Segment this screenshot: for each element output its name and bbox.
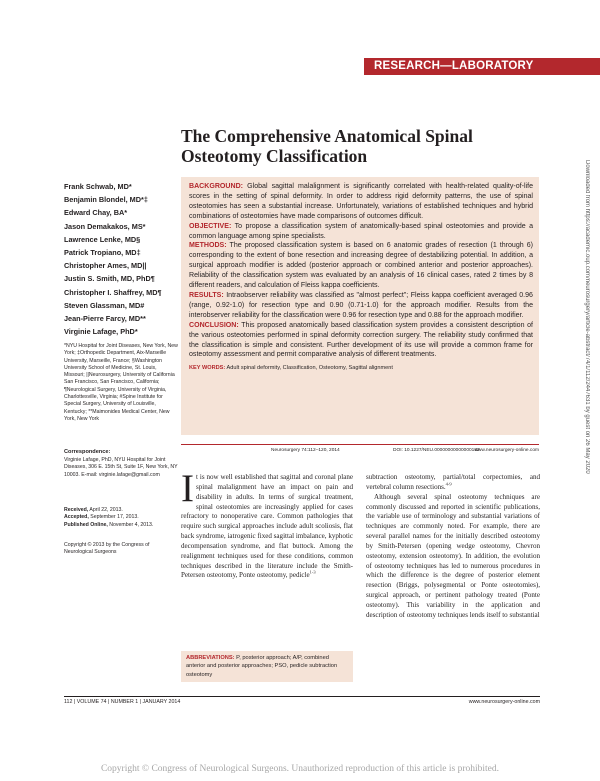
- abstract-objective: [189, 222, 533, 242]
- methods-text: The proposed classification system is based on 6 anatomic grades of resection (1 through 6) corresponding to the extent of bone resection and increasing degree of destabilizing potential. In addition, a surgical approach modifier is added (posterior approach or combined anterior and posterior approaches). Reliability of the classification system was evaluated by an analysis of 16 clinical cases, rated 2 times by 8 different readers, and calculation of Fleiss kappa coefficients.: [189, 242, 533, 290]
- author-list: [64, 180, 182, 338]
- author: Jean-Pierre Farcy, MD**: [64, 314, 146, 324]
- abstract-box: [181, 177, 539, 435]
- conclusion-text: This proposed anatomically based classification system provides a consistent description of the various osteotomies performed in spinal deformity correction surgery. The reliability study confirmed that the classification is simple and consistent. Further development of its use will provide a common frame for osteotomy assessment and permit comparative analysis of different treatments.: [189, 321, 533, 359]
- author: Virginie Lafage, PhD*: [64, 327, 138, 337]
- received-date: April 22, 2013.: [89, 507, 123, 513]
- published-date: November 4, 2013.: [109, 521, 154, 528]
- abstract-footer: [181, 444, 539, 454]
- abbreviations-label: ABBREVIATIONS:: [186, 655, 235, 661]
- copyright-note: Copyright © 2013 by the Congress of Neurological Surgeons: [64, 542, 150, 556]
- site-link[interactable]: www.neurosurgery-online.com: [474, 448, 539, 453]
- abstract-methods: [189, 241, 533, 291]
- page-footer-right[interactable]: www.neurosurgery-online.com: [468, 699, 540, 705]
- keywords-text: Adult spinal deformity, Classification, Osteotomy, Sagittal alignment: [226, 365, 393, 372]
- correspondence-text: Virginie Lafage, PhD, NYU Hospital for Joint Diseases, 306 E. 15th St, Suite 1F, New York, NY 10003. E-mail: virginie.lafage@gmail.com: [64, 457, 178, 478]
- affiliations: *NYU Hospital for Joint Diseases, New York, New York; ‡Orthopedic Department, Aix-Marseille University, Marseille, France; §Washington University School of Medicine, St. Louis, Missouri; ||Neurosurgery, University of California San Francisco, San Francisco, California; ¶Neurological Surgery, University of Virginia, Charlottesville, Virginia; #Spine Institute for Special Surgery, University of Louisville, Kentucky; **Maimonides Medical Center, New York, New York: [64, 343, 178, 422]
- page-footer-left: 112 | VOLUME 74 | NUMBER 1 | JANUARY 2014: [64, 699, 181, 705]
- section-label: RESEARCH—LABORATORY: [364, 58, 600, 75]
- dropcap: I: [181, 467, 194, 510]
- col1-text: t is now well established that sagittal and coronal plane spinal malalignment have an impact on pain and disability in adults. In terms of surgical treatment, spinal osteotomies are increasingly applied for cases refractory to nonoperative care. Common pathologies that require such surgical approaches include adult scoliosis, flat back syndrome, iatrogenic fixed sagittal imbalance, kyphotic decompensation syndrome, and flat buttock. Among the realignment techniques used for these conditions, common techniques described in the literature include the Smith-Petersen osteotomy, Ponte osteotomy, pedicle: [181, 473, 353, 580]
- article-title: The Comprehensive Anatomical Spinal Osteotomy Classification: [181, 126, 473, 166]
- author: Steven Glassman, MD#: [64, 300, 145, 310]
- author: Justin S. Smith, MD, PhD¶: [64, 274, 155, 284]
- keywords-label: KEY WORDS:: [189, 365, 226, 372]
- col1-citation: 1-3: [309, 570, 316, 576]
- abstract-conclusion: [189, 321, 533, 361]
- accepted-label: Accepted,: [64, 514, 89, 521]
- results-text: Intraobserver reliability was classified as "almost perfect"; Fleiss kappa coefficient averaged 0.96 (range, 0.92-1.0) for resection type and 0.90 (0.71-1.0) for the approach modifier. Results from the interobserver reliability for the classification were 0.96 for resection type and 0.88 for the approach modifier.: [189, 291, 533, 319]
- author: Edward Chay, BA*: [64, 208, 128, 218]
- doi: DOI: 10.1227/NEU.00000000000000182: [393, 448, 480, 453]
- article-dates: [64, 507, 178, 529]
- author: Lawrence Lenke, MD§: [64, 234, 141, 244]
- author: Benjamin Blondel, MD*‡: [64, 195, 148, 205]
- objective-text: To propose a classification system of anatomically-based spinal osteotomies and provide a common language among spine specialists.: [189, 222, 533, 240]
- objective-label: OBJECTIVE:: [189, 222, 232, 230]
- author: Jason Demakakos, MS*: [64, 221, 146, 231]
- paragraph: [366, 473, 540, 493]
- background-label: BACKGROUND:: [189, 183, 244, 190]
- abbreviations-box: [181, 651, 353, 682]
- conclusion-label: CONCLUSION:: [189, 321, 239, 329]
- col2-citation: 4-9: [445, 481, 452, 487]
- methods-label: METHODS:: [189, 242, 227, 250]
- paragraph: Although several spinal osteotomy techniques are commonly discussed and reported in scientific publications, the variable use of terminology and substantial variations of techniques are commonly noted. For example, there are several parallel names for the initially described osteotomy by Smith-Petersen (opening wedge osteotomy, Chevron osteotomy, extension osteotomy). In addition, the evolution of osteotomy techniques has led to numerous procedures in which the difference is the degree of posterior element resection (Briggs, polysegmental or Ponte osteotomies), surgical approach, or pertinent pathology treated (Ponte osteotomy). This variability in the application and description of osteotomy techniques lends itself to substantial: [366, 492, 540, 619]
- abbreviations-text: P, posterior approach; A/P, combined anterior and posterior approaches; PSO, pedicle subtraction osteotomy: [186, 655, 338, 678]
- col2-p1-text: subtraction osteotomy, partial/total corpectomies, and vertebral column resections.: [366, 473, 540, 491]
- footer-rule: [64, 696, 540, 697]
- abstract-keywords: [189, 364, 533, 372]
- author: Christopher Ames, MD||: [64, 261, 147, 271]
- received-label: Received,: [64, 507, 89, 513]
- published-label: Published Online,: [64, 521, 108, 528]
- results-label: RESULTS:: [189, 291, 224, 299]
- citation: Neurosurgery 74:112–120, 2014: [271, 448, 340, 453]
- correspondence-heading: Correspondence:: [64, 449, 111, 455]
- body-column-2: [366, 473, 540, 621]
- download-note: Downloaded from https://academic.oup.com/neurosurgery/article-abstract/74/1/112/2447631 by guest on 26 May 2020: [584, 160, 590, 474]
- author: Christopher I. Shaffrey, MD¶: [64, 287, 162, 297]
- body-column-1: [181, 467, 353, 581]
- accepted-date: September 17, 2013.: [90, 514, 139, 521]
- author: Patrick Tropiano, MD‡: [64, 248, 141, 258]
- author: Frank Schwab, MD*: [64, 182, 132, 191]
- abstract-results: [189, 291, 533, 321]
- background-text: Global sagittal malalignment is significantly correlated with health-related quality-of-life scores in the setting of spinal deformity. In order to address rigid deformity patterns, the use of spinal osteotomies has seen a substantial increase. Unfortunately, variations of established techniques and hybrid combinations of osteotomies have made comparisons of outcomes difficult.: [189, 183, 533, 220]
- abstract-background: [189, 182, 533, 222]
- copyright-watermark: Copyright © Congress of Neurological Surgeons. Unauthorized reproduction of this article is prohibited.: [100, 764, 500, 774]
